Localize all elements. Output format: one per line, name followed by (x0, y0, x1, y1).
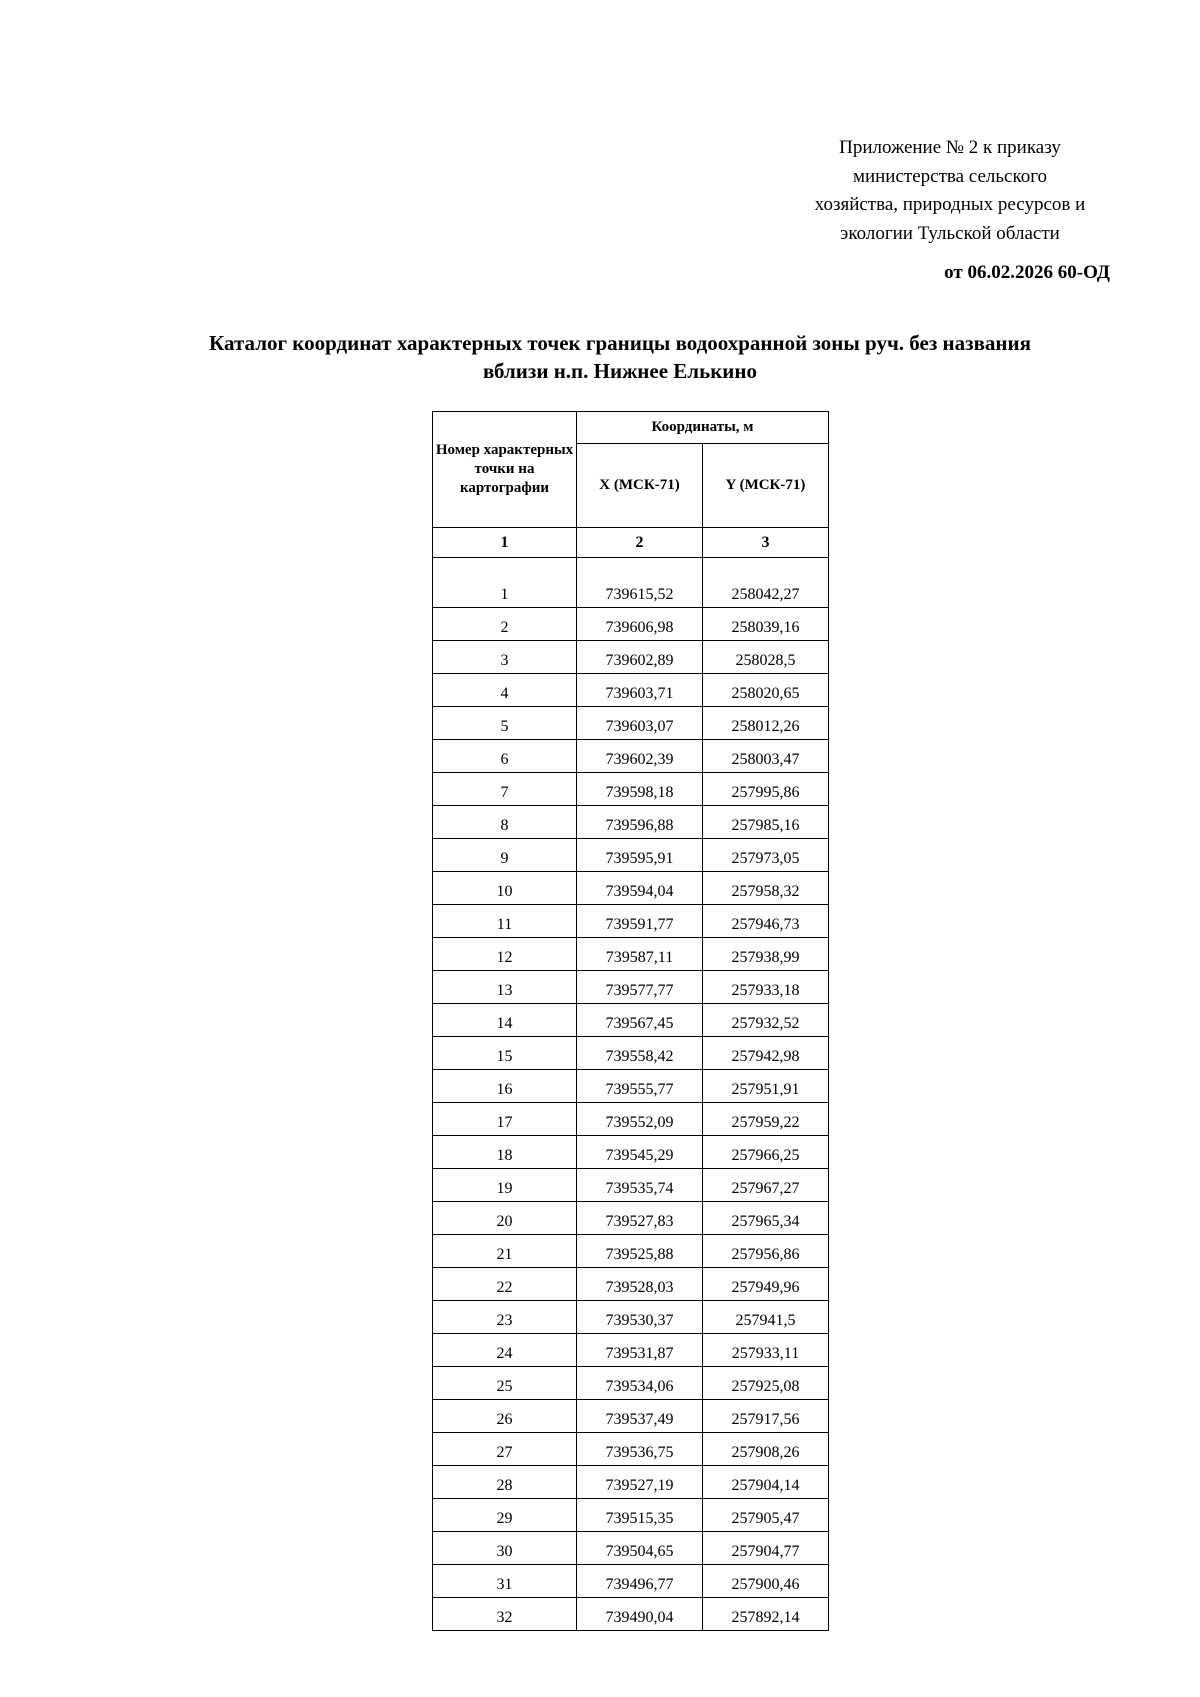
table-row (433, 905, 829, 938)
appendix-block (780, 134, 1120, 248)
point-number-cell: 25 (433, 1367, 577, 1400)
point-number-cell: 31 (433, 1565, 577, 1598)
column-number: 2 (577, 528, 703, 558)
table-row (433, 1334, 829, 1367)
table-row (433, 1367, 829, 1400)
table-row (433, 575, 829, 608)
x-coordinate-cell: 739598,18 (577, 773, 703, 806)
x-coordinate-cell: 739555,77 (577, 1070, 703, 1103)
y-coordinate-cell: 258042,27 (703, 575, 829, 608)
table-row (433, 608, 829, 641)
x-coordinate-cell: 739545,29 (577, 1136, 703, 1169)
y-coordinate-cell: 257942,98 (703, 1037, 829, 1070)
point-number-cell: 6 (433, 740, 577, 773)
table-row (433, 1565, 829, 1598)
appendix-line: хозяйства, природных ресурсов и (814, 194, 1086, 215)
x-coordinate-cell: 739596,88 (577, 806, 703, 839)
spacer-cell (577, 558, 703, 576)
y-coordinate-cell: 257941,5 (703, 1301, 829, 1334)
header-point-number: Номер характерных точки на картографии (433, 412, 577, 528)
table-row (433, 1070, 829, 1103)
y-coordinate-cell: 257966,25 (703, 1136, 829, 1169)
column-number: 3 (703, 528, 829, 558)
point-number-cell: 12 (433, 938, 577, 971)
x-coordinate-cell: 739515,35 (577, 1499, 703, 1532)
x-coordinate-cell: 739595,91 (577, 839, 703, 872)
x-coordinate-cell: 739603,71 (577, 674, 703, 707)
y-coordinate-cell: 257949,96 (703, 1268, 829, 1301)
point-number-cell: 21 (433, 1235, 577, 1268)
y-coordinate-cell: 257925,08 (703, 1367, 829, 1400)
y-coordinate-cell: 257932,52 (703, 1004, 829, 1037)
table-row (433, 938, 829, 971)
point-number-cell: 2 (433, 608, 577, 641)
point-number-cell: 4 (433, 674, 577, 707)
y-coordinate-cell: 257985,16 (703, 806, 829, 839)
point-number-cell: 29 (433, 1499, 577, 1532)
table-row (433, 806, 829, 839)
appendix-line: Приложение № 2 к приказу (839, 137, 1061, 158)
point-number-cell: 11 (433, 905, 577, 938)
y-coordinate-cell: 257951,91 (703, 1070, 829, 1103)
header-coordinates: Координаты, м (577, 412, 829, 444)
header-y: Y (МСК-71) (703, 444, 829, 528)
header-x: X (МСК-71) (577, 444, 703, 528)
point-number-cell: 22 (433, 1268, 577, 1301)
x-coordinate-cell: 739530,37 (577, 1301, 703, 1334)
table-row (433, 773, 829, 806)
x-coordinate-cell: 739587,11 (577, 938, 703, 971)
x-coordinate-cell: 739534,06 (577, 1367, 703, 1400)
x-coordinate-cell: 739567,45 (577, 1004, 703, 1037)
header-row (433, 412, 829, 444)
point-number-cell: 15 (433, 1037, 577, 1070)
document-title (130, 329, 1110, 385)
y-coordinate-cell: 257956,86 (703, 1235, 829, 1268)
appendix-line: министерства сельского (852, 165, 1048, 187)
x-coordinate-cell: 739535,74 (577, 1169, 703, 1202)
point-number-cell: 8 (433, 806, 577, 839)
x-coordinate-cell: 739558,42 (577, 1037, 703, 1070)
y-coordinate-cell: 257973,05 (703, 839, 829, 872)
point-number-cell: 20 (433, 1202, 577, 1235)
y-coordinate-cell: 258012,26 (703, 707, 829, 740)
y-coordinate-cell: 257900,46 (703, 1565, 829, 1598)
table-row (433, 1301, 829, 1334)
x-coordinate-cell: 739594,04 (577, 872, 703, 905)
order-date: от 06.02.2026 60-ОД (944, 262, 1110, 283)
table-row (433, 1598, 829, 1631)
x-coordinate-cell: 739552,09 (577, 1103, 703, 1136)
column-number-row (433, 528, 829, 558)
y-coordinate-cell: 257967,27 (703, 1169, 829, 1202)
table-row (433, 1433, 829, 1466)
table-row (433, 1235, 829, 1268)
point-number-cell: 5 (433, 707, 577, 740)
table-row (433, 674, 829, 707)
point-number-cell: 19 (433, 1169, 577, 1202)
table-row (433, 872, 829, 905)
x-coordinate-cell: 739602,39 (577, 740, 703, 773)
point-number-cell: 30 (433, 1532, 577, 1565)
table-row (433, 1136, 829, 1169)
x-coordinate-cell: 739537,49 (577, 1400, 703, 1433)
y-coordinate-cell: 257904,77 (703, 1532, 829, 1565)
title-line-2: вблизи н.п. Нижнее Елькино (482, 359, 757, 383)
point-number-cell: 7 (433, 773, 577, 806)
point-number-cell: 17 (433, 1103, 577, 1136)
table-row (433, 707, 829, 740)
x-coordinate-cell: 739577,77 (577, 971, 703, 1004)
spacer-cell (433, 558, 577, 576)
y-coordinate-cell: 257938,99 (703, 938, 829, 971)
y-coordinate-cell: 257965,34 (703, 1202, 829, 1235)
point-number-cell: 32 (433, 1598, 577, 1631)
spacer-row (433, 558, 829, 576)
y-coordinate-cell: 257933,11 (703, 1334, 829, 1367)
appendix-line: экологии Тульской области (840, 222, 1060, 244)
table-row (433, 740, 829, 773)
coordinates-table (432, 411, 829, 1631)
x-coordinate-cell: 739591,77 (577, 905, 703, 938)
y-coordinate-cell: 258039,16 (703, 608, 829, 641)
x-coordinate-cell: 739531,87 (577, 1334, 703, 1367)
x-coordinate-cell: 739525,88 (577, 1235, 703, 1268)
y-coordinate-cell: 257946,73 (703, 905, 829, 938)
y-coordinate-cell: 257933,18 (703, 971, 829, 1004)
x-coordinate-cell: 739615,52 (577, 575, 703, 608)
point-number-cell: 1 (433, 575, 577, 608)
x-coordinate-cell: 739602,89 (577, 641, 703, 674)
point-number-cell: 26 (433, 1400, 577, 1433)
table-row (433, 1268, 829, 1301)
table-row (433, 971, 829, 1004)
x-coordinate-cell: 739527,83 (577, 1202, 703, 1235)
table-row (433, 1103, 829, 1136)
spacer-cell (703, 558, 829, 576)
y-coordinate-cell: 257995,86 (703, 773, 829, 806)
x-coordinate-cell: 739606,98 (577, 608, 703, 641)
y-coordinate-cell: 257892,14 (703, 1598, 829, 1631)
table-row (433, 1202, 829, 1235)
point-number-cell: 10 (433, 872, 577, 905)
point-number-cell: 24 (433, 1334, 577, 1367)
table-row (433, 1169, 829, 1202)
y-coordinate-cell: 257905,47 (703, 1499, 829, 1532)
table-row (433, 1004, 829, 1037)
column-number: 1 (433, 528, 577, 558)
table-row (433, 1037, 829, 1070)
y-coordinate-cell: 257908,26 (703, 1433, 829, 1466)
table-row (433, 1499, 829, 1532)
point-number-cell: 9 (433, 839, 577, 872)
y-coordinate-cell: 257959,22 (703, 1103, 829, 1136)
x-coordinate-cell: 739490,04 (577, 1598, 703, 1631)
x-coordinate-cell: 739496,77 (577, 1565, 703, 1598)
x-coordinate-cell: 739536,75 (577, 1433, 703, 1466)
point-number-cell: 23 (433, 1301, 577, 1334)
y-coordinate-cell: 257917,56 (703, 1400, 829, 1433)
title-line-1: Каталог координат характерных точек границы водоохранной зоны руч. без названия (209, 331, 1031, 355)
y-coordinate-cell: 257958,32 (703, 872, 829, 905)
point-number-cell: 13 (433, 971, 577, 1004)
y-coordinate-cell: 258028,5 (703, 641, 829, 674)
x-coordinate-cell: 739527,19 (577, 1466, 703, 1499)
point-number-cell: 16 (433, 1070, 577, 1103)
y-coordinate-cell: 258020,65 (703, 674, 829, 707)
x-coordinate-cell: 739603,07 (577, 707, 703, 740)
point-number-cell: 14 (433, 1004, 577, 1037)
x-coordinate-cell: 739504,65 (577, 1532, 703, 1565)
point-number-cell: 28 (433, 1466, 577, 1499)
table-row (433, 1532, 829, 1565)
y-coordinate-cell: 257904,14 (703, 1466, 829, 1499)
table-row (433, 1466, 829, 1499)
table-row (433, 1400, 829, 1433)
point-number-cell: 27 (433, 1433, 577, 1466)
y-coordinate-cell: 258003,47 (703, 740, 829, 773)
point-number-cell: 3 (433, 641, 577, 674)
table-row (433, 641, 829, 674)
point-number-cell: 18 (433, 1136, 577, 1169)
table-row (433, 839, 829, 872)
x-coordinate-cell: 739528,03 (577, 1268, 703, 1301)
